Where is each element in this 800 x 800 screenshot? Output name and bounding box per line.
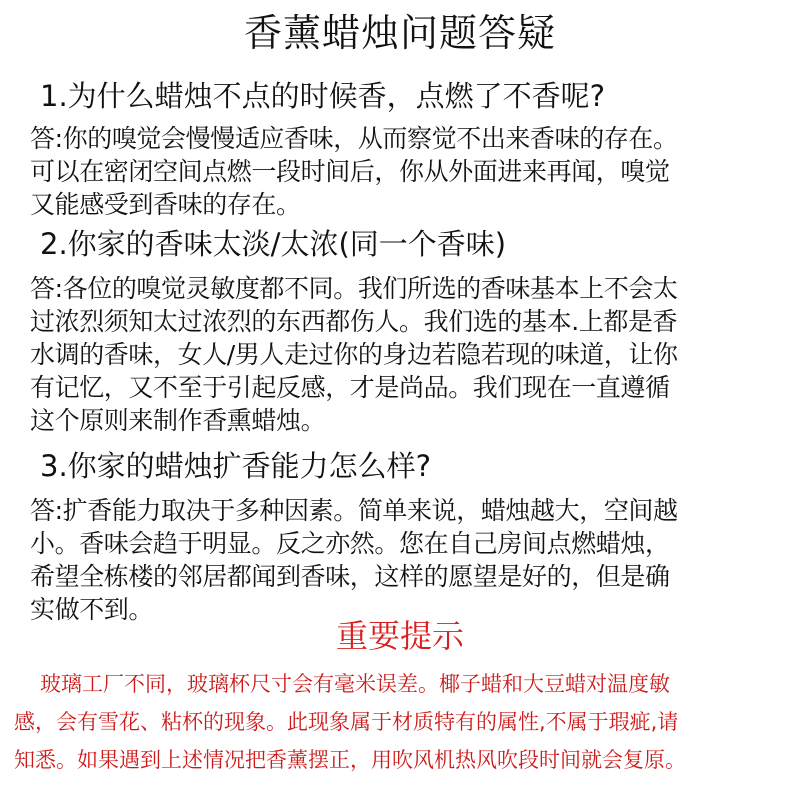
answer-2-line: 过浓烈须知太过浓烈的东西都伤人。我们选的基本.上都是香 [30,307,678,336]
answer-3-line: 希望全栋楼的邻居都闻到香味，这样的愿望是好的，但是确 [30,562,670,591]
answer-1-line: 可以在密闭空间点燃一段时间后，你从外面进来再闻，嗅觉 [30,157,670,186]
answer-2-line: 这个原则来制作香熏蜡烛。 [30,406,326,435]
notice-line: 玻璃工厂不同，玻璃杯尺寸会有毫米误差。椰子蜡和大豆蜡对温度敏 [40,672,670,696]
question-1: 1.为什么蜡烛不点的时候香，点燃了不香呢? [40,79,606,113]
notice-title: 重要提示 [335,617,464,655]
question-2: 2.你家的香味太淡/太浓(同一个香味) [40,227,507,261]
answer-3-line: 答:扩香能力取决于多种因素。简单来说，蜡烛越大，空间越 [30,496,678,525]
answer-1-line: 又能感受到香味的存在。 [30,190,301,219]
notice-line: 感，会有雪花、粘杯的现象。此现象属于材质特有的属性,不属于瑕疵,请 [14,710,679,734]
answer-2-line: 答:各位的嗅觉灵敏度都不同。我们所选的香味基本上不会太 [30,274,678,303]
answer-2-line: 有记忆，又不至于引起反感，才是尚品。我们现在一直遵循 [30,373,670,402]
notice-line: 知悉。如果遇到上述情况把香薰摆正，用吹风机热风吹段时间就会复原。 [14,748,686,772]
answer-3-line: 实做不到。 [30,595,154,624]
answer-3-line: 小。香味会趋于明显。反之亦然。您在自己房间点燃蜡烛， [30,529,670,558]
page-title: 香薰蜡烛问题答疑 [243,11,556,55]
answer-2-line: 水调的香味，女人/男人走过你的身边若隐若现的味道，让你 [30,340,678,369]
answer-3 [30,494,790,626]
question-3: 3.你家的蜡烛扩香能力怎么样? [40,449,432,483]
answer-1 [30,122,790,221]
answer-2 [30,272,790,437]
answer-1-line: 答:你的嗅觉会慢慢适应香味，从而察觉不出来香味的存在。 [30,124,678,153]
